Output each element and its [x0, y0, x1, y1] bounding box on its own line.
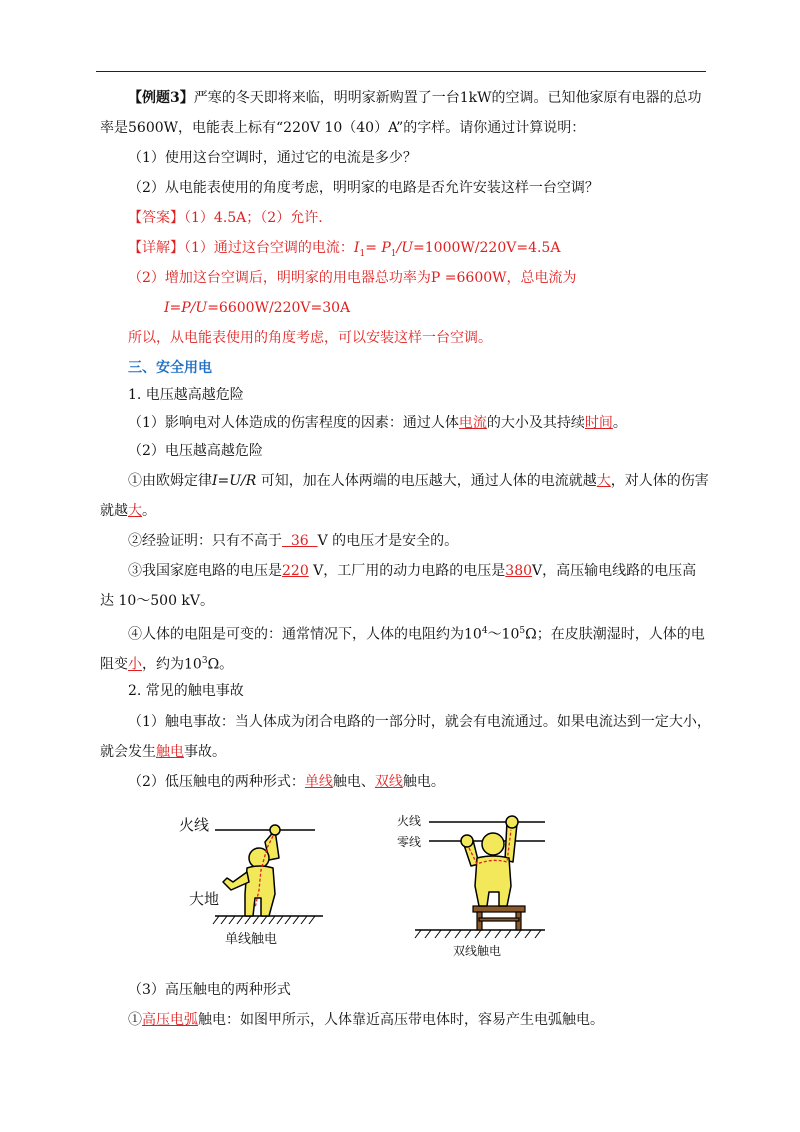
two-line-caption: 双线触电: [453, 944, 502, 958]
para-home-voltage-2: 达 10～500 kV。: [100, 593, 215, 609]
neutral-wire-label: 零线: [397, 835, 422, 849]
para-ohm-2: 就越大。: [100, 503, 156, 519]
subheading-1: 1. 电压越高越危险: [128, 387, 244, 403]
figure-single-line: [175, 808, 345, 953]
detail-line-4: 所以，从电能表使用的角度考虑，可以安装这样一台空调。: [128, 330, 492, 346]
ground-label: 大地: [189, 890, 220, 908]
para-home-voltage-1: ③我国家庭电路的电压是220 V，工厂用的动力电路的电压是380V，高压输电线路的电压高: [128, 563, 697, 579]
para-shock-1: （1）触电事故：当人体成为闭合电路的一部分时，就会有电流通过。如果电流达到一定大小，: [128, 714, 711, 730]
para-arc-shock: ①高压电弧触电：如图甲所示，人体靠近高压带电体时，容易产生电弧触电。: [128, 1012, 604, 1028]
section-title: 三、安全用电: [128, 360, 212, 376]
para-safe-voltage: ②经验证明：只有不高于 36 V 的电压才是安全的。: [128, 533, 459, 549]
live-wire-label: 火线: [397, 814, 422, 828]
answer-line: 【答案】（1）4.5A；（2）允许.: [128, 210, 323, 226]
figure-two-line: [395, 808, 555, 963]
example-tag: 【例题3】: [128, 90, 194, 106]
example-line-2: 率是5600W，电能表上标有“220V 10（40）A”的字样。请你通过计算说明：: [100, 120, 586, 136]
detail-line-2: （2）增加这台空调后，明明家的用电器总功率为P =6600W，总电流为: [128, 270, 577, 286]
para-shock-2: 就会发生触电事故。: [100, 744, 226, 760]
para-voltage-danger: （2）电压越高越危险: [128, 443, 263, 459]
answer-tag: 【答案】: [128, 210, 184, 226]
single-line-caption: 单线触电: [225, 932, 278, 947]
detail-line-1: 【详解】（1）通过这台空调的电流：$I_1= P_1/U=1000W/220V=4.5A$: [128, 240, 561, 259]
para-low-voltage: （2）低压触电的两种形式：单线触电、双线触电。: [128, 774, 445, 790]
live-wire-label: 火线: [179, 816, 210, 834]
para-ohm-1: ①由欧姆定律I=U/R 可知，加在人体两端的电压越大，通过人体的电流就越大，对人体的伤害: [128, 473, 709, 489]
question-1: （1）使用这台空调时，通过它的电流是多少？: [128, 150, 417, 166]
para-factors: （1）影响电对人体造成的伤害程度的因素：通过人体电流的大小及其持续时间。: [128, 415, 627, 431]
question-2: （2）从电能表使用的角度考虑，明明家的电路是否允许安装这样一台空调？: [128, 180, 599, 196]
detail-line-3: I=P/U=6600W/220V=30A: [164, 300, 351, 316]
header-rule: [96, 71, 706, 72]
para-resistance-2: 阻变小，约为$10^3\Omega$。: [100, 656, 234, 673]
para-resistance-1: ④人体的电阻是可变的：通常情况下，人体的电阻约为$10^4\sim 10^5\Omega$；在皮肤潮湿时，人体的电: [128, 626, 705, 643]
example-line-1: 【例题3】严寒的冬天即将来临，明明家新购置了一台1kW的空调。已知他家原有电器的总功: [128, 90, 702, 106]
subheading-2: 2. 常见的触电事故: [128, 683, 244, 699]
two-line-illustration: [395, 808, 555, 963]
detail-tag: 【详解】: [128, 240, 184, 256]
para-high-voltage: （3）高压触电的两种形式: [128, 982, 291, 998]
